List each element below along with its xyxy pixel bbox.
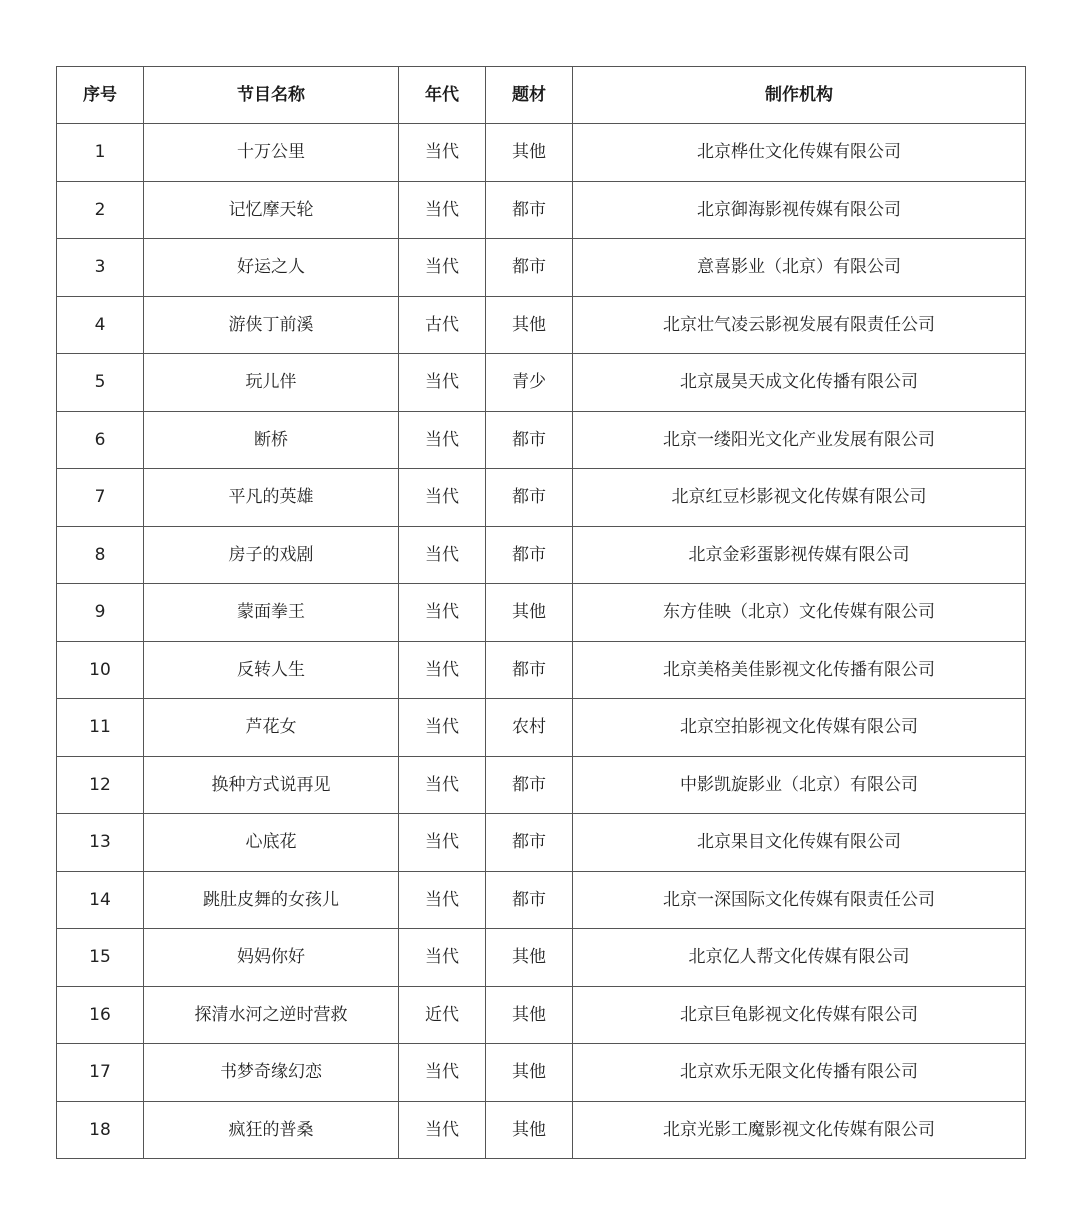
cell-era: 当代 <box>399 871 486 929</box>
cell-producer: 北京一缕阳光文化产业发展有限公司 <box>573 411 1026 469</box>
cell-era: 当代 <box>399 584 486 642</box>
cell-index: 6 <box>57 411 144 469</box>
header-era: 年代 <box>399 67 486 124</box>
cell-program-name: 反转人生 <box>144 641 399 699</box>
cell-genre: 其他 <box>486 929 573 987</box>
cell-era: 当代 <box>399 1101 486 1159</box>
cell-program-name: 妈妈你好 <box>144 929 399 987</box>
cell-era: 当代 <box>399 354 486 412</box>
cell-producer: 北京美格美佳影视文化传播有限公司 <box>573 641 1026 699</box>
cell-index: 18 <box>57 1101 144 1159</box>
table-row <box>57 181 1026 239</box>
cell-program-name: 书梦奇缘幻恋 <box>144 1044 399 1102</box>
cell-program-name: 游侠丁前溪 <box>144 296 399 354</box>
cell-index: 16 <box>57 986 144 1044</box>
cell-genre: 农村 <box>486 699 573 757</box>
table-row <box>57 1044 1026 1102</box>
cell-era: 当代 <box>399 699 486 757</box>
cell-producer: 北京晟昊天成文化传播有限公司 <box>573 354 1026 412</box>
cell-index: 9 <box>57 584 144 642</box>
cell-genre: 其他 <box>486 986 573 1044</box>
cell-program-name: 换种方式说再见 <box>144 756 399 814</box>
header-genre: 题材 <box>486 67 573 124</box>
cell-producer: 中影凯旋影业（北京）有限公司 <box>573 756 1026 814</box>
cell-genre: 都市 <box>486 469 573 527</box>
cell-era: 当代 <box>399 756 486 814</box>
cell-index: 1 <box>57 124 144 182</box>
table-row <box>57 296 1026 354</box>
cell-index: 8 <box>57 526 144 584</box>
cell-producer: 北京光影工魔影视文化传媒有限公司 <box>573 1101 1026 1159</box>
cell-producer: 北京一深国际文化传媒有限责任公司 <box>573 871 1026 929</box>
cell-index: 15 <box>57 929 144 987</box>
cell-genre: 其他 <box>486 1101 573 1159</box>
cell-era: 当代 <box>399 181 486 239</box>
table-row <box>57 929 1026 987</box>
cell-producer: 北京红豆杉影视文化传媒有限公司 <box>573 469 1026 527</box>
cell-program-name: 探清水河之逆时营救 <box>144 986 399 1044</box>
program-list-table <box>56 66 1026 1159</box>
cell-producer: 北京欢乐无限文化传播有限公司 <box>573 1044 1026 1102</box>
table-row <box>57 756 1026 814</box>
cell-program-name: 断桥 <box>144 411 399 469</box>
cell-index: 7 <box>57 469 144 527</box>
cell-era: 当代 <box>399 1044 486 1102</box>
cell-index: 5 <box>57 354 144 412</box>
cell-genre: 都市 <box>486 526 573 584</box>
table-row <box>57 411 1026 469</box>
table-row <box>57 584 1026 642</box>
cell-producer: 北京金彩蛋影视传媒有限公司 <box>573 526 1026 584</box>
cell-era: 当代 <box>399 239 486 297</box>
cell-index: 4 <box>57 296 144 354</box>
cell-genre: 都市 <box>486 239 573 297</box>
cell-producer: 北京巨龟影视文化传媒有限公司 <box>573 986 1026 1044</box>
cell-genre: 都市 <box>486 411 573 469</box>
cell-genre: 其他 <box>486 124 573 182</box>
cell-program-name: 心底花 <box>144 814 399 872</box>
cell-index: 3 <box>57 239 144 297</box>
table-row <box>57 469 1026 527</box>
cell-genre: 其他 <box>486 1044 573 1102</box>
cell-index: 10 <box>57 641 144 699</box>
table-row <box>57 871 1026 929</box>
table-body <box>57 124 1026 1159</box>
cell-producer: 北京桦仕文化传媒有限公司 <box>573 124 1026 182</box>
cell-index: 12 <box>57 756 144 814</box>
table-row <box>57 124 1026 182</box>
cell-genre: 都市 <box>486 814 573 872</box>
cell-program-name: 蒙面拳王 <box>144 584 399 642</box>
cell-producer: 北京御海影视传媒有限公司 <box>573 181 1026 239</box>
cell-era: 当代 <box>399 526 486 584</box>
cell-producer: 北京果目文化传媒有限公司 <box>573 814 1026 872</box>
cell-era: 当代 <box>399 124 486 182</box>
cell-genre: 都市 <box>486 181 573 239</box>
header-producer: 制作机构 <box>573 67 1026 124</box>
cell-era: 当代 <box>399 411 486 469</box>
table-row <box>57 986 1026 1044</box>
cell-program-name: 平凡的英雄 <box>144 469 399 527</box>
cell-index: 2 <box>57 181 144 239</box>
cell-genre: 都市 <box>486 871 573 929</box>
cell-program-name: 芦花女 <box>144 699 399 757</box>
cell-index: 13 <box>57 814 144 872</box>
cell-program-name: 玩儿伴 <box>144 354 399 412</box>
cell-program-name: 房子的戏剧 <box>144 526 399 584</box>
table-row <box>57 699 1026 757</box>
cell-program-name: 好运之人 <box>144 239 399 297</box>
header-program-name: 节目名称 <box>144 67 399 124</box>
cell-era: 古代 <box>399 296 486 354</box>
cell-genre: 都市 <box>486 756 573 814</box>
cell-index: 17 <box>57 1044 144 1102</box>
cell-producer: 北京亿人帮文化传媒有限公司 <box>573 929 1026 987</box>
table-row <box>57 239 1026 297</box>
cell-program-name: 疯狂的普桑 <box>144 1101 399 1159</box>
table-row <box>57 641 1026 699</box>
cell-index: 11 <box>57 699 144 757</box>
table-row <box>57 354 1026 412</box>
cell-program-name: 记忆摩天轮 <box>144 181 399 239</box>
cell-era: 当代 <box>399 641 486 699</box>
cell-program-name: 十万公里 <box>144 124 399 182</box>
cell-era: 近代 <box>399 986 486 1044</box>
cell-era: 当代 <box>399 929 486 987</box>
cell-era: 当代 <box>399 469 486 527</box>
table-row <box>57 1101 1026 1159</box>
table-row <box>57 526 1026 584</box>
table-row <box>57 814 1026 872</box>
cell-program-name: 跳肚皮舞的女孩儿 <box>144 871 399 929</box>
cell-era: 当代 <box>399 814 486 872</box>
cell-genre: 都市 <box>486 641 573 699</box>
cell-producer: 意喜影业（北京）有限公司 <box>573 239 1026 297</box>
cell-genre: 青少 <box>486 354 573 412</box>
table-header-row <box>57 67 1026 124</box>
cell-producer: 北京壮气凌云影视发展有限责任公司 <box>573 296 1026 354</box>
cell-producer: 北京空拍影视文化传媒有限公司 <box>573 699 1026 757</box>
header-index: 序号 <box>57 67 144 124</box>
cell-genre: 其他 <box>486 296 573 354</box>
cell-genre: 其他 <box>486 584 573 642</box>
cell-producer: 东方佳映（北京）文化传媒有限公司 <box>573 584 1026 642</box>
cell-index: 14 <box>57 871 144 929</box>
